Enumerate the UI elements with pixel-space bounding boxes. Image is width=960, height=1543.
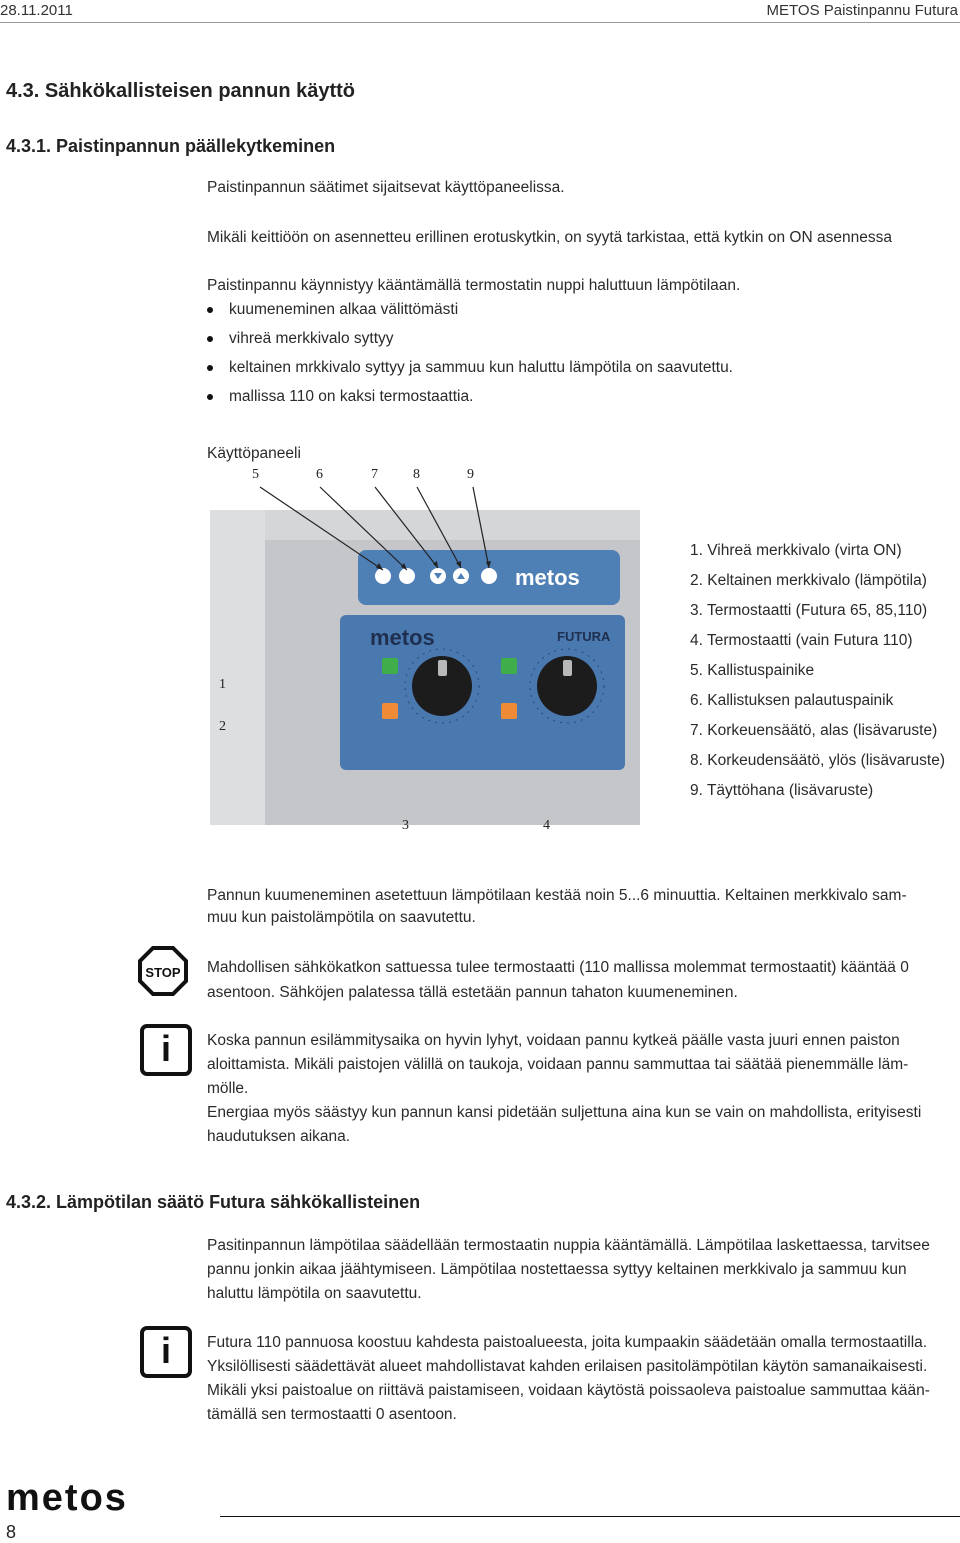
section-heading-4-3: 4.3. Sähkökallisteisen pannun käyttö [6, 80, 356, 102]
info-note-line1: Koska pannun esilämmitysaika on hyvin lyhyt, voidaan pannu kytkeä päälle vasta juuri ennen paiston [207, 1032, 900, 1049]
paragraph-isolator: Mikäli keittiöön on asennetteu erillinen erotuskytkin, on syytä tarkistaa, että kytkin on ON asennessa [207, 229, 892, 246]
orange-led-2 [501, 703, 517, 719]
info-note-line4: Energiaa myös säästyy kun pannun kansi pidetään suljettuna aina kun se vain on mahdollista, erityisesti [207, 1104, 922, 1121]
callout-7: 7 [371, 467, 378, 482]
legend-item: 8. Korkeudensäätö, ylös (lisävaruste) [690, 752, 946, 769]
callout-8: 8 [413, 467, 420, 482]
svg-text:STOP: STOP [145, 965, 181, 980]
info2-note-line4: tämällä sen termostaatti 0 asentoon. [207, 1406, 457, 1423]
info2-note-line2: Yksilöllisesti säädettävät alueet mahdollistavat kahden erilaisen pasitolämpötilan käytön samanaikaisesti. [207, 1358, 928, 1375]
info-icon: i [140, 1326, 192, 1378]
green-led-2 [501, 658, 517, 674]
callout-6: 6 [316, 467, 323, 482]
info-icon: i [140, 1024, 192, 1076]
callout-3: 3 [402, 818, 409, 833]
info-note-line5: haudutuksen aikana. [207, 1128, 351, 1145]
callout-1: 1 [219, 677, 226, 692]
callout-9: 9 [467, 467, 474, 482]
tilt-return-button[interactable] [399, 568, 415, 584]
fill-tap-button[interactable] [481, 568, 497, 584]
strip-logo: metos [515, 565, 580, 590]
bullet-item: kuumeneminen alkaa välittömästi [207, 298, 733, 327]
tilt-button[interactable] [375, 568, 391, 584]
stop-note-line2: asentoon. Sähköjen palatessa tällä estetään pannun tahaton kuumeneminen. [207, 984, 738, 1001]
bullet-item: keltainen mrkkivalo syttyy ja sammuu kun haluttu lämpötila on saavutettu. [207, 356, 733, 385]
paragraph-start: Paistinpannu käynnistyy kääntämällä termostatin nuppi haluttuun lämpötilaan. [207, 277, 741, 294]
control-panel-illustration [205, 465, 685, 845]
info2-note-line3: Mikäli yksi paistoalue on riittävä paistamiseen, voidaan käytöstä poissaoleva paistoalue sammuttaa kään- [207, 1382, 930, 1399]
paragraph-controls: Paistinpannun säätimet sijaitsevat käyttöpaneelissa. [207, 179, 565, 196]
orange-led [382, 703, 398, 719]
panel-legend [690, 539, 945, 809]
paragraph-heating-line2: muu kun paistolämpötila on saavutettu. [207, 909, 476, 926]
paragraph-heating-line1: Pannun kuumeneminen asetettuun lämpötilaan kestää noin 5...6 minuuttia. Keltainen merkkivalo sam- [207, 887, 907, 904]
panel-left-face [210, 510, 265, 825]
section-heading-4-3-1: 4.3.1. Paistinpannun päällekytkeminen [6, 136, 336, 156]
green-led [382, 658, 398, 674]
bullet-list [207, 298, 733, 414]
header-title: METOS Paistinpannu Futura [766, 2, 958, 19]
legend-item: 4. Termostaatti (vain Futura 110) [690, 632, 913, 649]
info2-note-line1: Futura 110 pannuosa koostuu kahdesta paistoalueesta, joita kumpaakin säädetään omalla termostaatilla. [207, 1334, 928, 1351]
panel-logo: metos [370, 625, 435, 650]
legend-item: 6. Kallistuksen palautuspainik [690, 692, 894, 709]
paragraph-temp-line3: haluttu lämpötila on saavutettu. [207, 1285, 422, 1302]
legend-item: 7. Korkeuensäätö, alas (lisävaruste) [690, 722, 938, 739]
legend-item: 9. Täyttöhana (lisävaruste) [690, 782, 874, 799]
callout-4: 4 [543, 818, 550, 833]
info-note-line3: mölle. [207, 1080, 249, 1097]
info-note-line2: aloittamista. Mikäli paistojen välillä on taukoja, voidaan pannu sammuttaa tai säätää pienemmälle läm- [207, 1056, 909, 1073]
legend-item: 5. Kallistuspainike [690, 662, 815, 679]
page-number: 8 [6, 1522, 17, 1542]
header-rule [0, 22, 960, 23]
footer-logo: metos [6, 1477, 128, 1519]
panel-model: FUTURA [557, 629, 611, 644]
callout-5: 5 [252, 467, 259, 482]
stop-note-line1: Mahdollisen sähkökatkon sattuessa tulee termostaatti (110 mallissa molemmat termostaatit) kääntää 0 [207, 959, 909, 976]
callout-2: 2 [219, 719, 226, 734]
legend-item: 2. Keltainen merkkivalo (lämpötila) [690, 572, 927, 589]
legend-item: 1. Vihreä merkkivalo (virta ON) [690, 542, 902, 559]
panel-top-edge [265, 510, 640, 540]
panel-title: Käyttöpaneeli [207, 445, 301, 462]
section-heading-4-3-2: 4.3.2. Lämpötilan säätö Futura sähkökallisteinen [6, 1192, 421, 1212]
paragraph-temp-line2: pannu jonkin aikaa jäähtymiseen. Lämpötilaa nostettaessa syttyy keltainen merkkivalo ja sammuu kun [207, 1261, 907, 1278]
stop-icon [138, 946, 188, 996]
bullet-item: mallissa 110 on kaksi termostaattia. [207, 385, 733, 414]
footer-rule [220, 1516, 960, 1517]
paragraph-temp-line1: Pasitinpannun lämpötilaa säädellään termostaatin nuppia kääntämällä. Lämpötilaa laskettaessa, tarvitsee [207, 1237, 930, 1254]
bullet-item: vihreä merkkivalo syttyy [207, 327, 733, 356]
legend-item: 3. Termostaatti (Futura 65, 85,110) [690, 602, 928, 619]
header-date: 28.11.2011 [0, 2, 73, 19]
